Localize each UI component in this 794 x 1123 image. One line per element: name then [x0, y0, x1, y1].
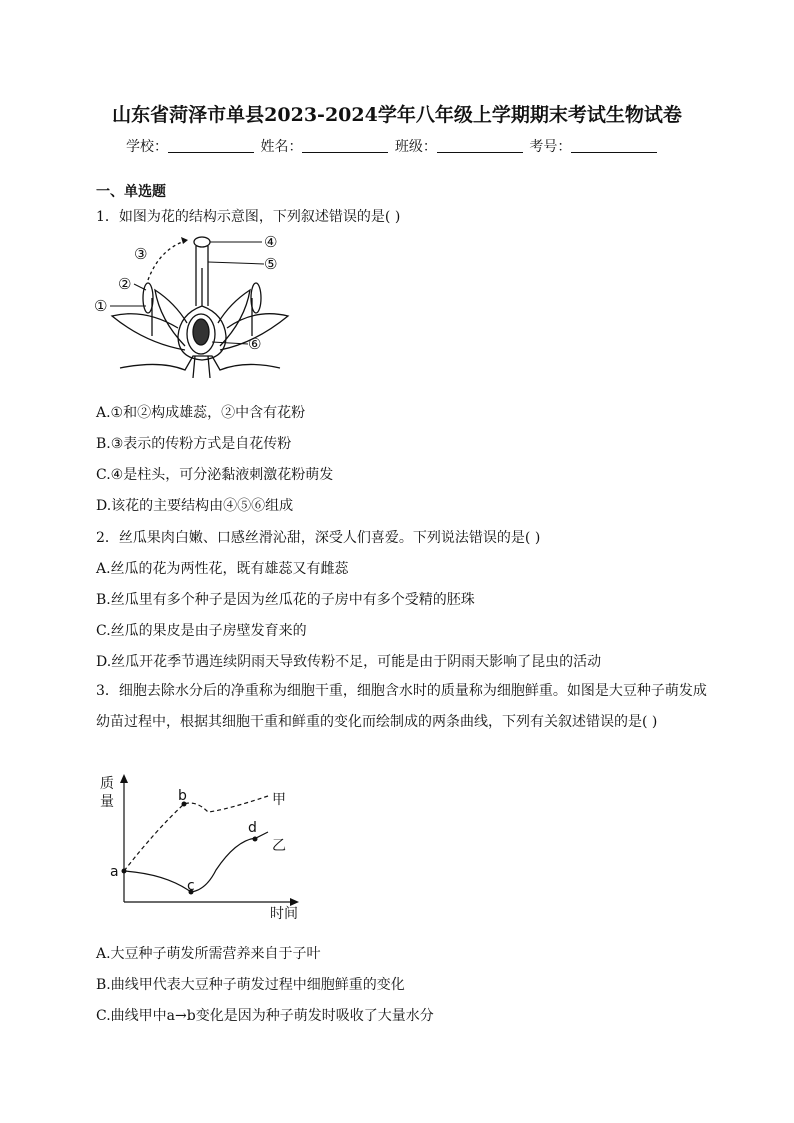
section-heading: 一、单选题	[96, 184, 166, 200]
q1-option-b[interactable]: B.③表示的传粉方式是自花传粉	[96, 436, 292, 452]
label-2: ②	[118, 275, 132, 293]
name-label: 姓名：	[260, 139, 303, 155]
student-info-line	[124, 136, 657, 156]
label-1: ①	[94, 297, 108, 315]
q3-option-c[interactable]: C.曲线甲中a→b变化是因为种子萌发时吸收了大量水分	[96, 1008, 434, 1024]
q1-option-d[interactable]: D.该花的主要结构由④⑤⑥组成	[96, 498, 294, 514]
class-blank[interactable]	[437, 138, 523, 153]
q2-option-a[interactable]: A.丝瓜的花为两性花，既有雄蕊又有雌蕊	[96, 561, 349, 577]
number-label: 考号：	[529, 139, 572, 155]
flower-structure-diagram	[90, 228, 305, 393]
curve-yi-label: 乙	[272, 838, 286, 854]
x-axis-label: 时间	[270, 906, 298, 922]
seed-weight-graph	[96, 770, 311, 925]
point-d: d	[248, 820, 257, 836]
q2-option-d[interactable]: D.丝瓜开花季节遇连续阴雨天导致传粉不足，可能是由于阴雨天影响了昆虫的活动	[96, 654, 602, 670]
label-6: ⑥	[248, 335, 262, 353]
q2-stem: 2．丝瓜果肉白嫩、口感丝滑沁甜，深受人们喜爱。下列说法错误的是( )	[96, 530, 541, 546]
curve-jia-label: 甲	[272, 792, 286, 808]
y-axis-label-2: 量	[100, 794, 114, 810]
school-blank[interactable]	[168, 138, 254, 153]
q3-option-a[interactable]: A.大豆种子萌发所需营养来自于子叶	[96, 946, 321, 962]
point-a: a	[110, 864, 119, 880]
q2-option-b[interactable]: B.丝瓜里有多个种子是因为丝瓜花的子房中有多个受精的胚珠	[96, 592, 475, 608]
point-b: b	[178, 788, 187, 804]
class-label: 班级：	[394, 139, 437, 155]
q2-option-c[interactable]: C.丝瓜的果皮是由子房壁发育来的	[96, 623, 307, 639]
label-5: ⑤	[264, 255, 278, 273]
label-4: ④	[264, 233, 278, 251]
number-blank[interactable]	[571, 138, 657, 153]
q1-stem: 1．如图为花的结构示意图，下列叙述错误的是( )	[96, 209, 401, 225]
q1-option-c[interactable]: C.④是柱头，可分泌黏液刺激花粉萌发	[96, 467, 334, 483]
page-title: 山东省菏泽市单县2023-2024学年八年级上学期期末考试生物试卷	[112, 104, 682, 126]
school-label: 学校：	[126, 139, 168, 155]
q1-option-a[interactable]: A.①和②构成雄蕊，②中含有花粉	[96, 405, 306, 421]
y-axis-label-1: 质	[100, 776, 114, 792]
point-c: c	[187, 878, 195, 894]
name-blank[interactable]	[302, 138, 388, 153]
q3-option-b[interactable]: B.曲线甲代表大豆种子萌发过程中细胞鲜重的变化	[96, 977, 405, 993]
label-3: ③	[134, 245, 148, 263]
q3-stem: 3．细胞去除水分后的净重称为细胞干重，细胞含水时的质量称为细胞鲜重。如图是大豆种子萌发成幼苗过程中，根据其细胞干重和鲜重的变化而绘制成的两条曲线，下列有关叙述错误的是( )	[96, 683, 707, 730]
